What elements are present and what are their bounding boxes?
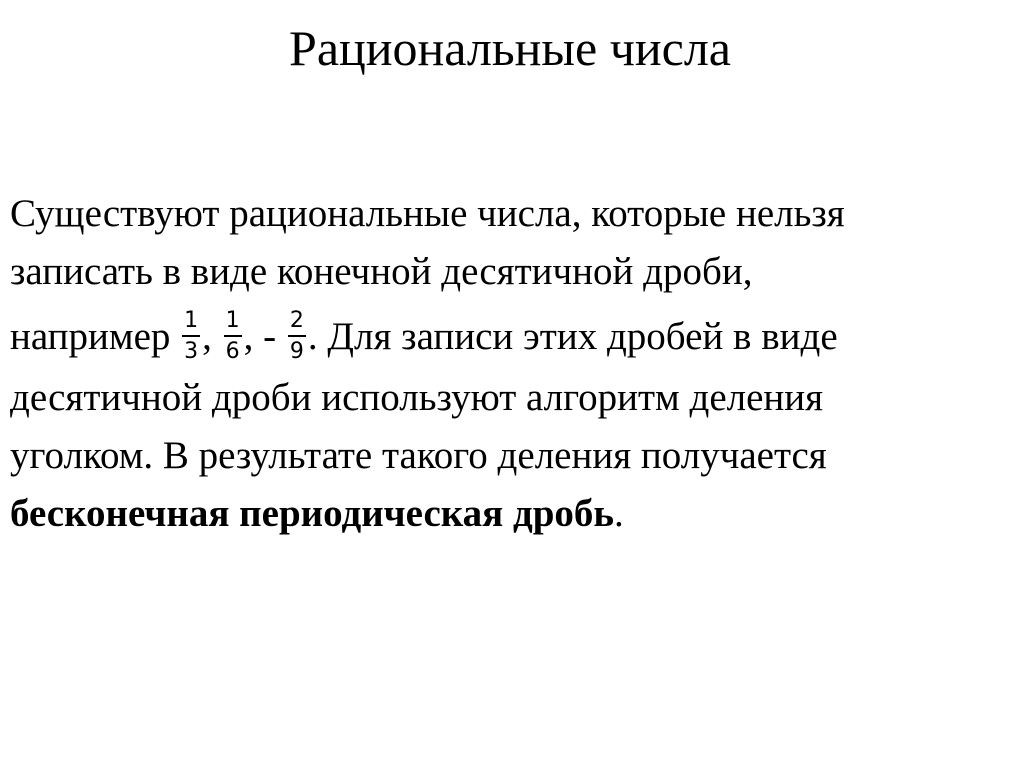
fraction-denominator: 6 [225,338,240,364]
paragraph-line-2: записать в виде конечной десятичной дроби, [10,250,753,293]
slide-body-paragraph [10,185,1015,543]
slide-title: Рациональные числа [289,20,731,76]
paragraph-line-6 [10,485,1015,543]
fraction-separator: , - [243,315,286,358]
fraction-numerator: 1 [182,309,200,337]
line-3-prefix: например [10,315,181,358]
fraction-2-9 [288,309,306,364]
fraction-numerator: 2 [288,309,306,337]
fraction-denominator: 3 [184,338,199,364]
bold-term: бесконечная периодическая дробь [10,492,615,535]
fraction-1-3 [182,309,200,364]
line-6-end: . [614,492,624,535]
fraction-1-6 [224,309,242,364]
fraction-denominator: 9 [289,338,304,364]
paragraph-line-1: Существуют рациональные числа, которые нельзя [10,192,845,235]
fraction-separator: , [202,315,222,358]
paragraph-line-4: десятичной дроби используют алгоритм деления [10,376,824,419]
line-3-suffix: . Для записи этих дробей в виде [307,315,838,358]
paragraph-line-3 [10,303,1015,371]
paragraph-line-5: уголком. В результате такого деления получается [10,434,827,477]
fraction-numerator: 1 [224,309,242,337]
